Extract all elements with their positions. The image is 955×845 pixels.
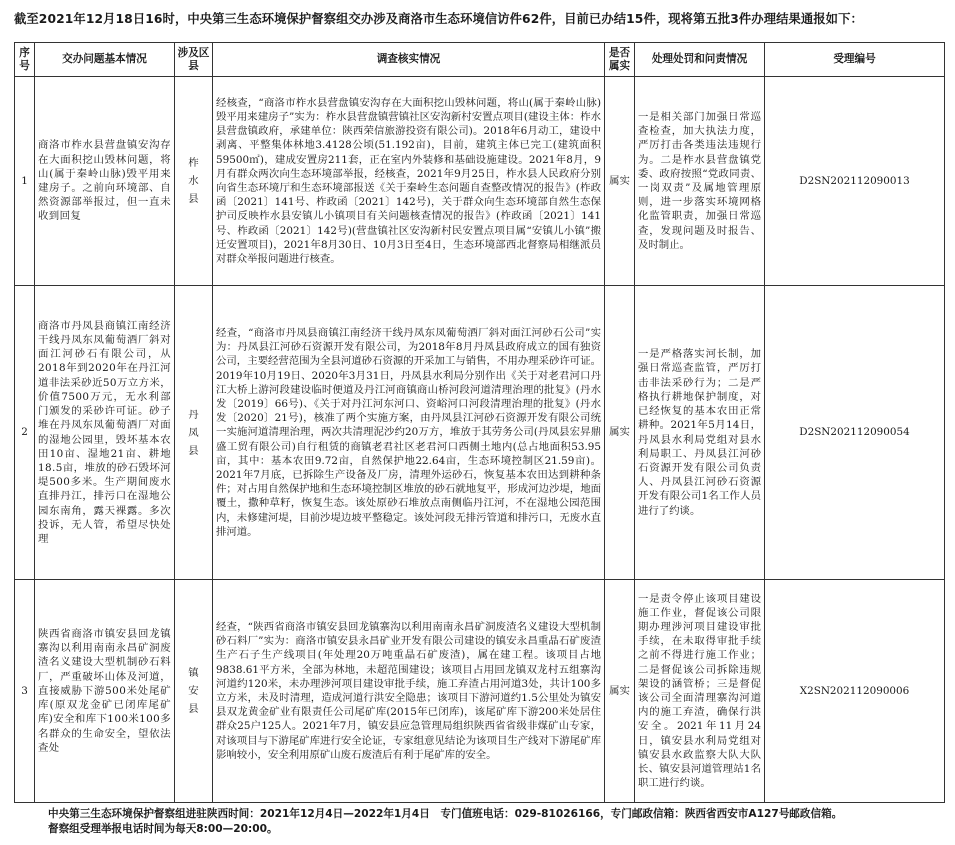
- row-area-text: 柞水县: [188, 157, 199, 205]
- header-attr: 是否属实: [605, 43, 635, 77]
- table-header-row: [15, 43, 945, 77]
- row-area: [175, 580, 213, 803]
- footer-notice: [48, 807, 938, 837]
- row-code: D2SN202112090054: [765, 286, 945, 580]
- row-code: X2SN202112090006: [765, 580, 945, 803]
- header-handle: 处理处罚和问责情况: [635, 43, 765, 77]
- row-index: 1: [15, 77, 35, 286]
- header-area: 涉及区县: [175, 43, 213, 77]
- footer-line-1: 中央第三生态环境保护督察组进驻陕西时间：2021年12月4日—2022年1月4日 专门值班电话：029-81026166，专门邮政信箱：陕西省西安市A127号邮政信箱。: [48, 808, 843, 820]
- header-code: 受理编号: [765, 43, 945, 77]
- header-verify: 调查核实情况: [213, 43, 605, 77]
- row-issue: 陕西省商洛市镇安县回龙镇寨沟以利用南南永昌矿洞废渣名义建设大型机制砂石料厂，严重破坏山体及河道，直接威胁下游500米处尾矿库(原双龙金矿已闭库尾矿库)安全和库下100米100多名群众的生命安全，望依法查处: [35, 580, 175, 803]
- complaint-results-table: [14, 42, 945, 803]
- table-row: [15, 580, 945, 803]
- table-row: [15, 286, 945, 580]
- header-issue: 交办问题基本情况: [35, 43, 175, 77]
- table-row: [15, 77, 945, 286]
- row-handle: 一是责令停止该项目建设施工作业，督促该公司限期办理涉河项目建设审批手续，在未取得审批手续之前不得进行施工作业；二是督促该公司拆除违规架设的涵管桥；三是督促该公司全面清理寨沟河道内的施工弃渣，确保行洪安全。2021年11月24日，镇安县水利局党组对镇安县水政监察大队大队长、镇安县河道管理站1名职工进行约谈。: [635, 580, 765, 803]
- row-attr: 属实: [605, 77, 635, 286]
- row-index: 2: [15, 286, 35, 580]
- row-attr: 属实: [605, 286, 635, 580]
- row-area: [175, 286, 213, 580]
- intro-text: 截至2021年12月18日16时，中央第三生态环境保护督察组交办涉及商洛市生态环境信访件62件，目前已办结15件，现将第五批3件办理结果通报如下：: [14, 12, 863, 26]
- footer-line-2: 督察组受理举报电话时间为每天8:00—20:00。: [48, 823, 278, 835]
- row-issue: 商洛市柞水县营盘镇安沟存在大面积挖山毁林问题，将山(属于秦岭山脉)毁平用来建房子。之前向环境部、自然资源部举报过，但一直未收到回复: [35, 77, 175, 286]
- row-verify: 经查，“商洛市丹凤县商镇江南经济干线丹凤东凤葡萄酒厂斜对面江河砂石公司”实为：丹凤县江河砂石资源开发有限公司，为2018年8月丹凤县政府成立的国有独资公司，主要经营范围为全县河道砂石资源的开采加工与销售，不用办理采砂许可证。2019年10月19日、2020年3月31日，丹凤县水利局分别作出《关于对老君河口丹江大桥上游河段建设临时便道及丹江河商镇商山桥河段河道清理治理的批复》(丹水发〔2019〕66号)、《关于对丹江河东河口、资峪河口河段清理治理的批复》(丹水发〔2020〕21号)，核准了两个实施方案，由丹凤县江河砂石资源开发有限公司统一实施河道清理治理，两次共清理泥沙约20万方，堆放于其劳务公司(丹凤县宏昇鼎盛工贸有限公司)自行租赁的商镇老君社区老君河口西侧土地内(总占地面积53.95亩，其中：基本农田9.72亩，自然保护地22.64亩，生态环境控制区21.59亩)。2021年7月底，已拆除生产设备及厂房，清理外运砂石，恢复基本农田达到耕种条件；对占用自然保护地和生态环境控制区堆放的砂石就地复平，形成河边沙堤，地面覆土，撒种草籽，恢复生态。该处原砂石堆放点南侧临丹江河，不在湿地公园范围内，未修建河堤，目前沙堤边坡平整稳定。该处河段无排污管道和排污口，无废水直排河道。: [213, 286, 605, 580]
- row-area: [175, 77, 213, 286]
- row-issue: 商洛市丹凤县商镇江南经济干线丹凤东凤葡萄酒厂斜对面江河砂石有限公司，从2018年到2020年在丹江河道非法采砂近50万立方米，价值7500万元，无水利部门颁发的采砂许可证。砂子堆在丹凤东凤葡萄酒厂对面的湿地公园里，毁坏基本农田10亩、湿地21亩、耕地18.5亩，堆放的砂石毁坏河堤500多米。生产期间废水直排丹江，排污口在湿地公园东南角，露天裸露。多次投诉，无人管，希望尽快处理: [35, 286, 175, 580]
- row-verify: 经核查，“商洛市柞水县营盘镇安沟存在大面积挖山毁林问题，将山(属于秦岭山脉)毁平用来建房子”实为：柞水县营盘镇营镇社区安沟新村安置点项目(建设主体：柞水县营盘镇政府，承建单位：陕西荣信旅游投资有限公司)。2018年6月动工，建设中剥离、平整集体林地3.4128公顷(51.192亩)，目前，建筑主体已完工(建筑面积59500㎡)，建成安置房211套，正在室内外装修和基础设施建设。2021年8月，9月有群众两次向生态环境部举报，经核查，2021年9月25日，柞水县人民政府分别向省生态环境厅和生态环境部报送《关于秦岭生态问题自查整改情况的报告》(柞政函〔2021〕141号、柞政函〔2021〕142号)，关于群众向生态环境部自然生态保护司反映柞水县安镇儿小镇项目有关问题核查情况的报告》(柞政函〔2021〕141号、柞政函〔2021〕142号)(营盘镇社区安沟新村民安置点项目属“安镇儿小镇”搬迁安置项目)，2021年8月30日、10月3日至4日，生态环境部西北督察局相继派员对群众举报问题进行核查。: [213, 77, 605, 286]
- row-verify: 经查，“陕西省商洛市镇安县回龙镇寨沟以利用南南永昌矿洞废渣名义建设大型机制砂石料厂”实为：商洛市镇安县永昌矿业开发有限公司建设的镇安永昌重晶石矿废渣生产石子生产线项目(年处理20万吨重晶石矿废渣)，属在建工程。该项目占地9838.61平方米，全部为林地，未超范围建设；该项目占用回龙镇双龙村五组寨沟河道约120米，未办理涉河项目建设审批手续，施工弃渣占用河道3处，共计100多立方米，未及时清理，造成河道行洪安全隐患；该项目下游河道约1.5公里处为镇安县双龙黄金矿业有限责任公司尾矿库(2015年已闭库)，该尾矿库下游200米处居住群众25户125人。2021年7月，镇安县应急管理局组织陕西省省级非煤矿山专家，对该项目与下游尾矿库进行安全论证，专家组意见结论为该项目生产线对下游尾矿库影响较小，安全利用原矿山废石废渣后有利于尾矿库的安全。: [213, 580, 605, 803]
- header-idx: 序号: [15, 43, 35, 77]
- row-area-text: 丹凤县: [188, 408, 199, 457]
- row-handle: 一是相关部门加强日常巡查检查，加大执法力度，严厉打击各类违法违规行为。二是柞水县营盘镇党委、政府按照“党政同责、一岗双责”及属地管理原则，进一步落实环境网格化监管职责，加强日常巡查，发现问题及时报告、及时制止。: [635, 77, 765, 286]
- row-attr: 属实: [605, 580, 635, 803]
- row-index: 3: [15, 580, 35, 803]
- row-handle: 一是严格落实河长制，加强日常巡查监管，严厉打击非法采砂行为；二是严格执行耕地保护制度，对已经恢复的基本农田正常耕种。2021年5月14日，丹凤县水利局党组对县水利局职工、丹凤县江河砂石资源开发有限公司负责人、丹凤县江河砂石资源开发有限公司1名工作人员进行了约谈。: [635, 286, 765, 580]
- row-area-text: 镇安县: [188, 667, 199, 715]
- row-code: D2SN202112090013: [765, 77, 945, 286]
